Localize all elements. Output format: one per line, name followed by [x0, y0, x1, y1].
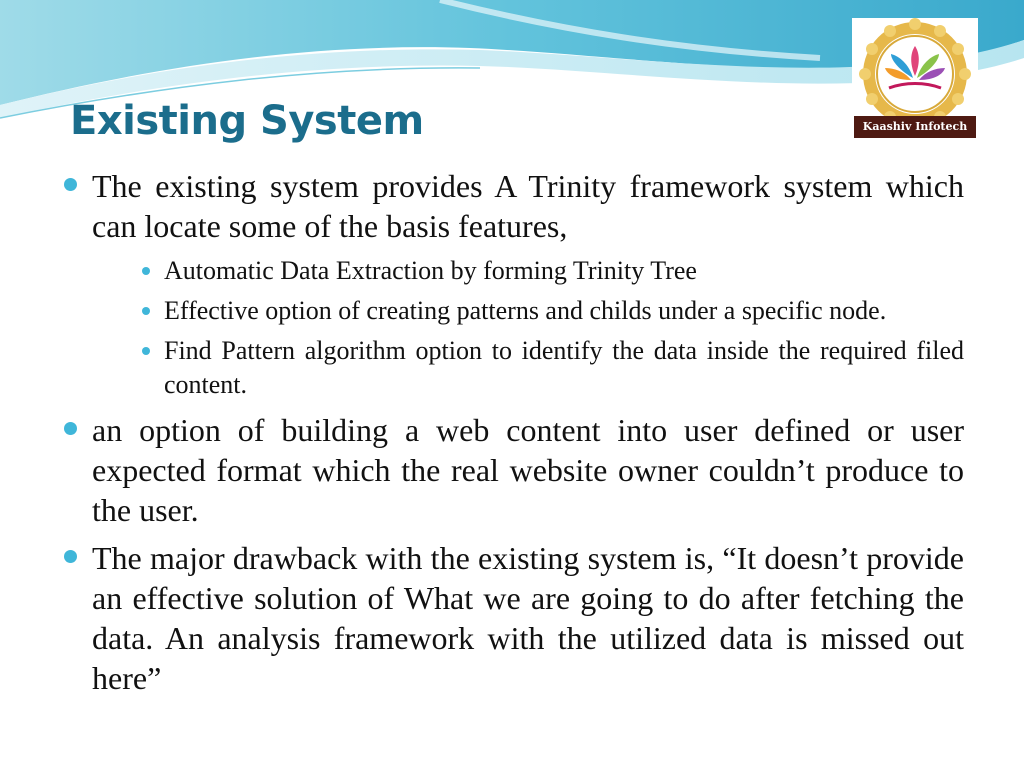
bullet-list: [62, 166, 964, 706]
bullet-item: [62, 410, 964, 530]
bullet-item: [62, 538, 964, 698]
bullet-text: The existing system provides A Trinity framework system which can locate some of the basis features,: [92, 168, 964, 244]
sub-bullet-item: [164, 334, 964, 402]
bullet-text: an option of building a web content into user defined or user expected format which the real website owner couldn’t produce to the user.: [92, 412, 964, 528]
bullet-text: The major drawback with the existing system is, “It doesn’t provide an effective solution of What we are going to do after fetching the data. An analysis framework with the utilized data is missed out here”: [92, 540, 964, 696]
sub-bullet-text: Effective option of creating patterns and childs under a specific node.: [164, 296, 887, 325]
company-logo: [852, 18, 978, 142]
sub-bullet-dot-icon: [142, 267, 150, 275]
sub-bullet-item: [164, 254, 964, 288]
sub-bullet-dot-icon: [142, 347, 150, 355]
sub-bullet-item: [164, 294, 964, 328]
sub-bullet-text: Automatic Data Extraction by forming Trinity Tree: [164, 256, 697, 285]
sub-bullet-list: [92, 254, 964, 402]
sub-bullet-dot-icon: [142, 307, 150, 315]
logo-caption: Kaashiv Infotech: [854, 116, 976, 138]
slide-title: Existing System: [70, 98, 424, 144]
bullet-dot-icon: [64, 178, 77, 191]
bullet-dot-icon: [64, 422, 77, 435]
sub-bullet-text: Find Pattern algorithm option to identify the data inside the required filed content.: [164, 336, 964, 399]
bullet-dot-icon: [64, 550, 77, 563]
bullet-item: [62, 166, 964, 402]
